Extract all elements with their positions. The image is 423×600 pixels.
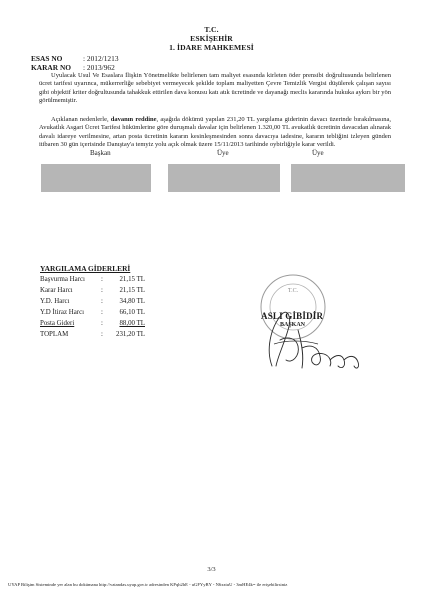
cost-label: Karar Harcı (40, 287, 73, 294)
cost-label: Posta Gideri (40, 320, 75, 327)
reasoning-text: Uyulacak Usul Ve Esaslara İlişkin Yönetmelikte belirlenen tam maliyet esasında kirleten öder prensibi doğrultusunda belirlenen ücret tarifesi uyarınca, mükerrerliğe sebebiyet vermeyecek şekilde toplam maliyetten Çevre Temizlik Vergisi düşülerek çalışan sayısı gibi objektif kriter doğrultusunda tahakkuk ettirilen dava konusu katı atık ücretinde ve dayanağı meclis kararında hukuka aykırı bir yön görülmemiştir. (39, 72, 391, 104)
cost-label: Başvurma Harcı (40, 276, 85, 283)
handwritten-signature (258, 300, 368, 372)
court-name: 1. İDARE MAHKEMESİ (169, 43, 254, 52)
footer-verification-text: UYAP Bilişim Sisteminde yer alan bu dokümana http://vatandas.uyap.gov.tr adresinden KPqh2hE - uGFYyBY - N6xztuU - 3mHE4k= ile erişebilirsiniz (8, 582, 288, 587)
reasoning-paragraph (39, 72, 391, 105)
redacted-signature-baskan (41, 164, 151, 192)
cost-colon: : (101, 331, 103, 338)
court-country: T.C. (204, 25, 219, 34)
cost-value: 66,10 TL (119, 309, 145, 316)
cost-colon: : (101, 309, 103, 316)
decision-text-after: , aşağıda dökümü yapılan 231,20 TL yargılama giderinin davacı üzerinde bırakılmasına, Avukatlık Asgari Ücret Tarifesi hükümlerine göre duruşmalı davalar için belirlenen 1.320,00 TL avukatlık ücretinin davacıdan alınarak davalı idareye verilmesine, artan posta ücretinin kararın kesinleşmesinden sonra davacıya iadesine, kararın tebliğini izleyen günden itibaren 30 gün içerisinde Danıştay'a temyiz yolu açık olmak üzere 15/11/2013 tarihinde oybirliğiyle karar verildi. (39, 116, 392, 148)
cost-label: Y.D. Harcı (40, 298, 70, 305)
karar-no (31, 63, 115, 72)
signature-label-uye-2: Üye (312, 149, 324, 157)
redacted-signature-uye-1 (168, 164, 280, 192)
cost-total-value: 231,20 TL (116, 331, 145, 338)
esas-value: : 2012/1213 (83, 54, 119, 63)
signer-name: ASLI GİBİDİR (261, 311, 324, 321)
seal-text: T.C. (287, 288, 299, 294)
signature-label-baskan: Başkan (90, 149, 111, 157)
cost-colon: : (101, 298, 103, 305)
karar-value: : 2013/962 (83, 63, 115, 72)
costs-title: YARGILAMA GİDERLERİ (40, 264, 131, 273)
decision-text-before: Açıklanan nedenlerle, (51, 116, 111, 123)
cost-label: Y.D İtiraz Harcı (40, 309, 85, 316)
cost-value: 88,00 TL (119, 320, 145, 327)
page-number: 3/3 (207, 566, 216, 573)
cost-colon: : (101, 287, 103, 294)
signature-label-uye-1: Üye (217, 149, 229, 157)
cost-value: 21,15 TL (119, 287, 145, 294)
cost-value: 21,15 TL (119, 276, 145, 283)
redacted-signature-uye-2 (291, 164, 405, 192)
court-city: ESKİŞEHİR (190, 34, 233, 43)
cost-colon: : (101, 320, 103, 327)
decision-paragraph (39, 116, 391, 149)
esas-no (31, 54, 119, 63)
signer-role: BAŞKAN (280, 322, 306, 328)
cost-value: 34,80 TL (119, 298, 145, 305)
cost-colon: : (101, 276, 103, 283)
karar-label: KARAR NO (31, 63, 72, 72)
esas-label: ESAS NO (31, 54, 63, 63)
cost-total-label: TOPLAM (40, 331, 69, 338)
decision-dismissal: davanın reddine (110, 116, 157, 123)
